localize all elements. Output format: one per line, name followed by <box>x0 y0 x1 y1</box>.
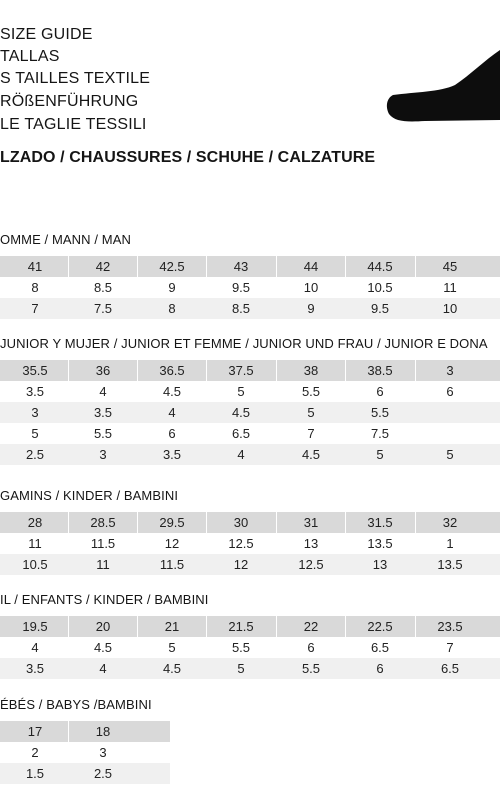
table-cell: 6.5 <box>370 640 390 655</box>
title-line: TALLAS <box>0 48 60 65</box>
table-cell: 19.5 <box>22 619 48 634</box>
column-divider <box>345 256 346 277</box>
table-cell: 31 <box>303 515 319 530</box>
table-cell: 4 <box>31 640 39 655</box>
table-cell: 6 <box>376 661 384 676</box>
table-cell: 11.5 <box>90 536 116 551</box>
table-cell: 3 <box>31 405 39 420</box>
table-row <box>0 256 500 277</box>
table-cell: 13.5 <box>437 557 463 572</box>
column-divider <box>137 616 138 637</box>
shoe-icon <box>385 40 500 130</box>
table-cell: 7 <box>31 301 39 316</box>
table-row <box>0 360 500 381</box>
column-divider <box>206 616 207 637</box>
table-cell: 5.5 <box>93 426 113 441</box>
table-cell: 3.5 <box>25 661 45 676</box>
table-cell: 28 <box>27 515 43 530</box>
column-divider <box>415 616 416 637</box>
column-divider <box>206 512 207 533</box>
table-cell: 4.5 <box>93 640 113 655</box>
column-divider <box>276 512 277 533</box>
title-line: RÖßENFÜHRUNG <box>0 93 139 110</box>
table-cell: 5 <box>307 405 315 420</box>
section-title: OMME / MANN / MAN <box>0 232 131 247</box>
title-line: S TAILLES TEXTILE <box>0 70 151 87</box>
table-cell: 38 <box>303 363 319 378</box>
column-divider <box>276 360 277 381</box>
table-cell: 8.5 <box>231 301 251 316</box>
table-row <box>0 721 170 742</box>
column-divider <box>276 616 277 637</box>
table-cell: 5 <box>31 426 39 441</box>
table-cell: 3.5 <box>93 405 113 420</box>
table-cell: 5 <box>168 640 176 655</box>
table-cell: 11.5 <box>159 557 185 572</box>
table-cell: 6 <box>168 426 176 441</box>
table-cell: 3 <box>99 745 107 760</box>
table-cell: 3 <box>446 363 454 378</box>
table-cell: 5.5 <box>301 661 321 676</box>
table-cell: 22.5 <box>367 619 393 634</box>
table-cell: 4.5 <box>162 384 182 399</box>
table-cell: 8.5 <box>93 280 113 295</box>
table-cell: 10.5 <box>22 557 48 572</box>
table-cell: 42.5 <box>159 259 185 274</box>
table-cell: 6 <box>376 384 384 399</box>
column-divider <box>137 512 138 533</box>
table-row <box>0 444 500 465</box>
table-row <box>0 637 500 658</box>
table-cell: 21.5 <box>228 619 254 634</box>
table-cell: 4 <box>237 447 245 462</box>
table-cell: 30 <box>233 515 249 530</box>
column-divider <box>206 256 207 277</box>
table-cell: 41 <box>27 259 43 274</box>
table-row <box>0 658 500 679</box>
table-cell: 36 <box>95 363 111 378</box>
table-cell: 35.5 <box>22 363 48 378</box>
table-cell: 11 <box>28 536 42 551</box>
table-cell: 6.5 <box>440 661 460 676</box>
table-cell: 5 <box>376 447 384 462</box>
column-divider <box>206 360 207 381</box>
column-divider <box>345 360 346 381</box>
table-cell: 7.5 <box>370 426 390 441</box>
table-cell: 4.5 <box>231 405 251 420</box>
size-table <box>0 512 500 575</box>
table-cell: 32 <box>442 515 458 530</box>
table-cell: 5 <box>237 384 245 399</box>
table-row <box>0 512 500 533</box>
column-divider <box>345 616 346 637</box>
table-cell: 31.5 <box>367 515 393 530</box>
table-row <box>0 763 170 784</box>
table-cell: 2 <box>31 745 39 760</box>
table-cell: 1.5 <box>25 766 45 781</box>
table-cell: 12.5 <box>298 557 324 572</box>
table-row <box>0 554 500 575</box>
column-divider <box>415 360 416 381</box>
table-cell: 6 <box>307 640 315 655</box>
column-divider <box>415 256 416 277</box>
column-divider <box>68 360 69 381</box>
table-cell: 17 <box>27 724 43 739</box>
table-cell: 38.5 <box>367 363 393 378</box>
table-row <box>0 423 500 444</box>
section-title: ÉBÉS / BABYS /BAMBINI <box>0 697 152 712</box>
table-cell: 10 <box>303 280 319 295</box>
table-cell: 9 <box>307 301 315 316</box>
table-cell: 4.5 <box>162 661 182 676</box>
column-divider <box>68 616 69 637</box>
column-divider <box>137 256 138 277</box>
table-row <box>0 533 500 554</box>
table-cell: 5.5 <box>231 640 251 655</box>
table-cell: 45 <box>442 259 458 274</box>
table-row <box>0 298 500 319</box>
table-cell: 8 <box>31 280 39 295</box>
table-cell: 9.5 <box>231 280 251 295</box>
table-cell: 1 <box>446 536 454 551</box>
table-cell: 6 <box>446 384 454 399</box>
title-line: LE TAGLIE TESSILI <box>0 116 147 133</box>
column-divider <box>345 512 346 533</box>
table-cell: 11 <box>443 280 457 295</box>
table-cell: 9.5 <box>370 301 390 316</box>
table-cell <box>415 402 485 423</box>
section-title: IL / ENFANTS / KINDER / BAMBINI <box>0 592 209 607</box>
table-cell: 44.5 <box>367 259 393 274</box>
table-cell: 36.5 <box>159 363 185 378</box>
table-cell: 10.5 <box>367 280 393 295</box>
table-cell: 2.5 <box>25 447 45 462</box>
table-row <box>0 402 500 423</box>
table-cell: 4 <box>168 405 176 420</box>
table-cell: 12.5 <box>228 536 254 551</box>
table-cell: 12 <box>233 557 249 572</box>
table-cell: 4.5 <box>301 447 321 462</box>
table-cell: 3.5 <box>25 384 45 399</box>
table-cell: 29.5 <box>159 515 185 530</box>
table-cell: 43 <box>233 259 249 274</box>
table-cell: 13.5 <box>367 536 393 551</box>
table-cell: 3.5 <box>162 447 182 462</box>
table-cell: 23.5 <box>437 619 463 634</box>
table-cell: 42 <box>95 259 111 274</box>
table-cell: 13 <box>303 536 319 551</box>
size-table <box>0 360 500 465</box>
table-cell: 28.5 <box>90 515 116 530</box>
section-title: JUNIOR Y MUJER / JUNIOR ET FEMME / JUNIOR UND FRAU / JUNIOR E DONA <box>0 336 488 351</box>
table-cell: 21 <box>164 619 180 634</box>
table-cell: 5 <box>237 661 245 676</box>
table-row <box>0 277 500 298</box>
table-cell: 22 <box>303 619 319 634</box>
table-cell: 4 <box>99 661 107 676</box>
table-cell: 5 <box>446 447 454 462</box>
table-cell: 6.5 <box>231 426 251 441</box>
table-cell: 3 <box>99 447 107 462</box>
table-cell: 44 <box>303 259 319 274</box>
column-divider <box>137 360 138 381</box>
column-divider <box>68 256 69 277</box>
table-cell: 7.5 <box>93 301 113 316</box>
column-divider <box>68 512 69 533</box>
table-cell: 37.5 <box>228 363 254 378</box>
table-cell: 12 <box>164 536 180 551</box>
column-divider <box>68 721 69 742</box>
table-cell: 9 <box>168 280 176 295</box>
title-line: SIZE GUIDE <box>0 26 93 43</box>
size-table <box>0 616 500 679</box>
column-divider <box>276 256 277 277</box>
size-table <box>0 256 500 319</box>
table-row <box>0 381 500 402</box>
table-cell: 2.5 <box>93 766 113 781</box>
footwear-subtitle: LZADO / CHAUSSURES / SCHUHE / CALZATURE <box>0 149 376 166</box>
table-cell: 11 <box>96 557 110 572</box>
table-row <box>0 616 500 637</box>
table-cell: 10 <box>442 301 458 316</box>
table-cell: 5.5 <box>370 405 390 420</box>
column-divider <box>415 512 416 533</box>
table-cell: 20 <box>95 619 111 634</box>
table-cell: 5.5 <box>301 384 321 399</box>
size-table <box>0 721 170 784</box>
table-cell: 7 <box>446 640 454 655</box>
table-cell <box>415 423 485 444</box>
table-cell: 7 <box>307 426 315 441</box>
table-cell: 8 <box>168 301 176 316</box>
section-title: GAMINS / KINDER / BAMBINI <box>0 488 179 503</box>
table-cell: 13 <box>372 557 388 572</box>
table-cell: 4 <box>99 384 107 399</box>
table-row <box>0 742 170 763</box>
table-cell: 18 <box>95 724 111 739</box>
